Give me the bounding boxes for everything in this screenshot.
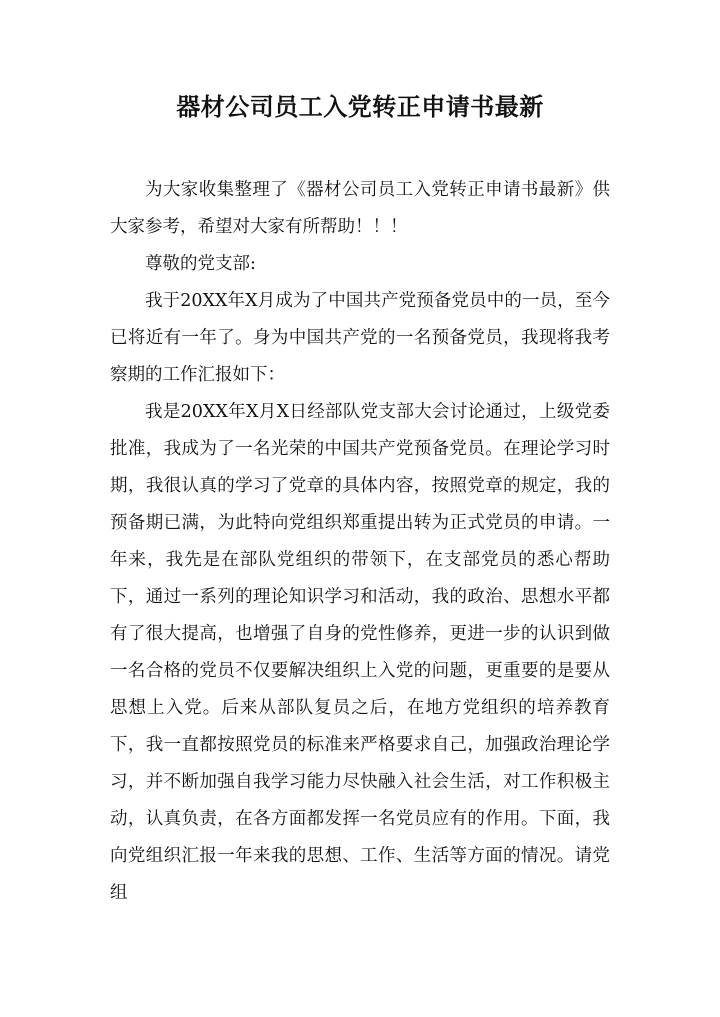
intro-paragraph: 为大家收集整理了《器材公司员工入党转正申请书最新》供大家参考，希望对大家有所帮助！！！ xyxy=(110,180,610,237)
body-paragraph-1: 我于20XX年X月成为了中国共产党预备党员中的一员，至今已将近有一年了。身为中国共产党的一名预备党员，我现将我考察期的工作汇报如下： xyxy=(110,291,610,385)
salutation: 尊敬的党支部: xyxy=(145,254,256,274)
body-paragraph-2: 我是20XX年X月X日经部队党支部大会讨论通过，上级党委批准，我成为了一名光荣的中国共产党预备党员。在理论学习时期，我很认真的学习了党章的具体内容，按照党章的规定，我的预备期已满，为此特向党组织郑重提出转为正式党员的申请。一年来，我先是在部队党组织的带领下，在支部党员的悉心帮助下，通过一系列的理论知识学习和活动，我的政治、思想水平都有了很大提高，也增强了自身的党性修养，更进一步的认识到做一名合格的党员不仅要解决组织上入党的问题，更重要的是要从思想上入党。后来从部队复员之后，在地方党组织的培养教育下，我一直都按照党员的标准来严格要求自己，加强政治理论学习，并不断加强自我学习能力尽快融入社会生活，对工作积极主动，认真负责，在各方面都发挥一名党员应有的作用。下面，我向党组织汇报一年来我的思想、工作、生活等方面的情况。请党组 xyxy=(110,402,610,903)
document-body xyxy=(110,172,610,912)
document-title: 器材公司员工入党转正申请书最新 xyxy=(176,93,544,121)
